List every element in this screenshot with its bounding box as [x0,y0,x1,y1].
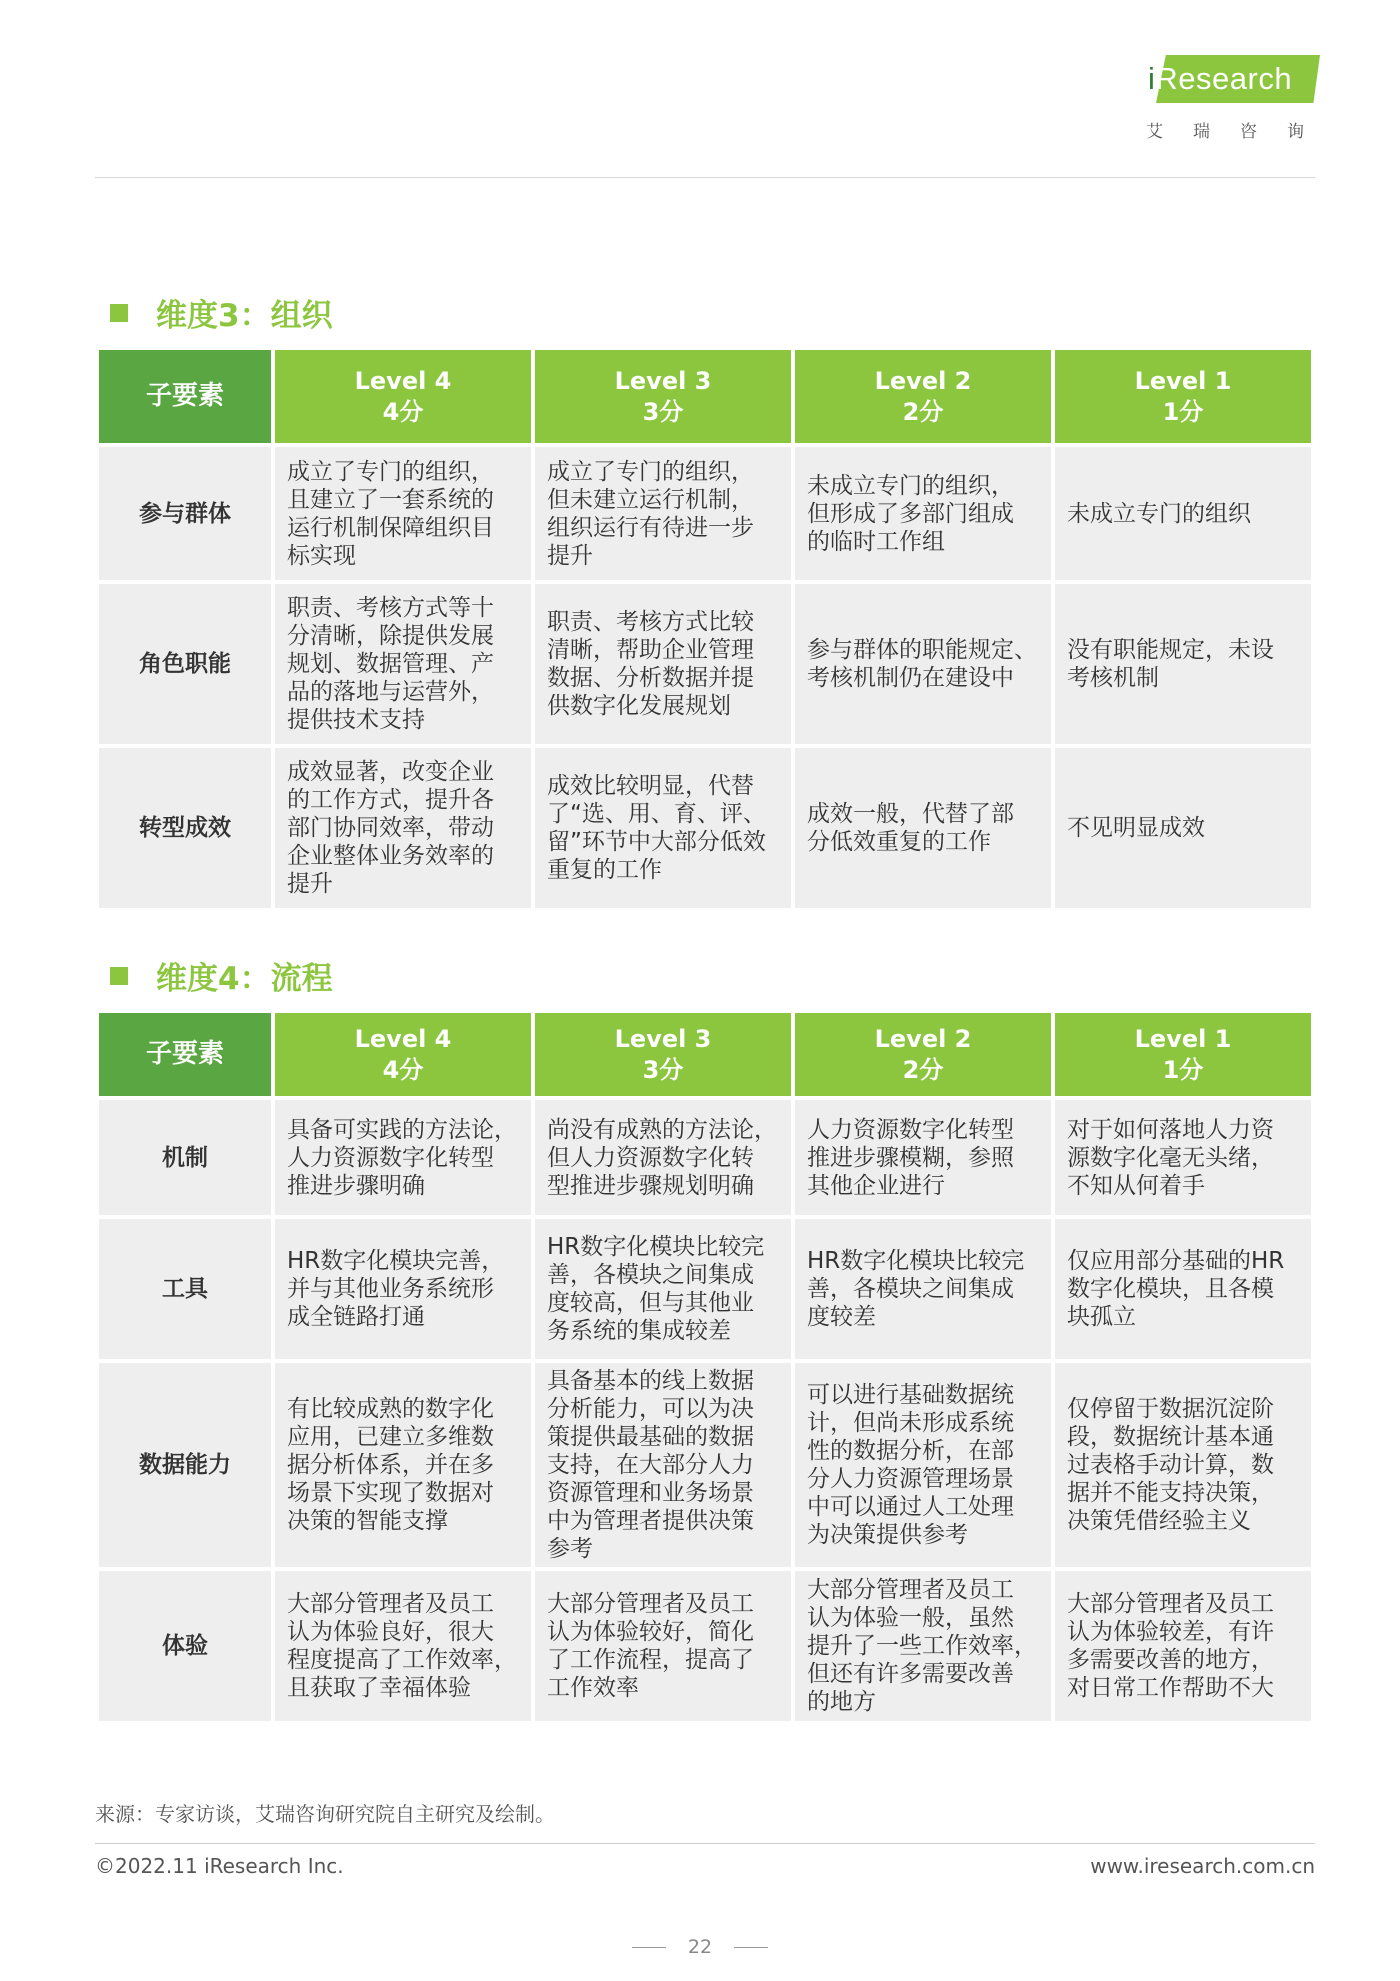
row-header: 转型成效 [99,748,271,908]
cell-text-line: 规划、数据管理、产 [287,651,494,677]
cell-text-line: 企业整体业务效率的 [287,843,494,869]
cell-text-line: 善，各模块之间集成 [807,1276,1014,1302]
row-header: 工具 [99,1219,271,1359]
table-cell [795,1363,1051,1567]
cell-text-line: 对日常工作帮助不大 [1067,1675,1274,1701]
header-label: Level 4 [354,366,452,395]
header-label: Level 4 [354,1024,452,1053]
cell-text-line: 资源管理和业务场景 [547,1480,754,1506]
square-bullet-icon [110,967,128,985]
table-cell [275,748,531,908]
cell-text-line: 其他企业进行 [807,1172,945,1199]
table-cell [275,1219,531,1359]
cell-text-line: 不知从何着手 [1067,1172,1205,1199]
cell-text-line: 提升了一些工作效率， [807,1633,1037,1659]
footer-divider [95,1843,1315,1844]
header-label: Level 1 [1134,1024,1232,1053]
header-score: 2分 [902,1055,944,1084]
cell-text-line: 据分析体系，并在多 [287,1452,494,1478]
cell-text-line: 对于如何落地人力资 [1067,1116,1274,1143]
table-cell [535,1571,791,1721]
table-row [99,1363,1311,1567]
cell-text-line: 的临时工作组 [807,528,945,555]
cell-text-line: 有比较成熟的数字化 [287,1396,494,1422]
column-header-level [795,1013,1051,1096]
cell-text-line: 组织运行有待进一步 [547,514,754,541]
cell-text-line: 分析能力，可以为决 [547,1396,754,1422]
cell-text-line: 未成立专门的组织， [807,472,1014,499]
table-cell [275,584,531,744]
cell-text-line: 策提供最基础的数据 [547,1424,754,1450]
cell-text-line: 大部分管理者及员工 [547,1591,754,1617]
section-title-text: 维度4：流程 [156,961,333,997]
cell-text-line: 人力资源数字化转型 [807,1116,1014,1143]
cell-text-line: 人力资源数字化转型 [287,1144,494,1171]
cell-text-line: 过表格手动计算，数 [1067,1452,1274,1478]
table-dimension-3 [95,346,1315,912]
header-label: 子要素 [145,1039,224,1069]
header-label: Level 2 [874,366,972,395]
column-header-level [1055,1013,1311,1096]
cell-text-line: 推进步骤明确 [287,1172,425,1199]
header-score: 3分 [642,1055,684,1084]
cell-text-line: 可以进行基础数据统 [807,1382,1014,1408]
cell-text-line: HR数字化模块比较完 [807,1248,1025,1274]
logo-wordmark [1148,61,1292,97]
cell-text-line: 分低效重复的工作 [807,829,991,855]
table-cell [1055,447,1311,580]
cell-text-line: 为决策提供参考 [807,1522,968,1548]
source-note: 来源：专家访谈，艾瑞咨询研究院自主研究及绘制。 [95,1802,555,1826]
header-divider [95,177,1315,178]
table-cell [795,1571,1051,1721]
table-row [99,1100,1311,1215]
cell-text-line: 但形成了多部门组成 [807,500,1014,527]
cell-text-line: 善，各模块之间集成 [547,1262,754,1288]
column-header-subelement [99,350,271,443]
header-label: 子要素 [145,381,224,411]
column-header-level [535,350,791,443]
cell-text-line: 考核机制仍在建设中 [807,665,1014,691]
cell-text-line: 成效一般，代替了部 [807,801,1014,827]
cell-text-line: 仅停留于数据沉淀阶 [1067,1396,1274,1422]
table-cell [1055,1363,1311,1567]
cell-text-line: 没有职能规定，未设 [1067,637,1274,663]
cell-text-line: 成全链路打通 [287,1304,425,1330]
header-label: Level 1 [1134,366,1232,395]
cell-text-line: 参与群体的职能规定、 [807,637,1037,663]
cell-text-line: 数据、分析数据并提 [547,665,754,691]
cell-text-line: 具备可实践的方法论， [287,1116,517,1143]
cell-text-line: 分清晰，除提供发展 [287,623,494,649]
cell-text-line: 分人力资源管理场景 [807,1466,1014,1492]
table-cell [795,584,1051,744]
cell-text-line: 提升 [547,542,593,569]
table-cell [275,447,531,580]
cell-text-line: 留”环节中大部分低效 [547,829,766,855]
cell-text-line: 但未建立运行机制， [547,486,754,513]
cell-text-line: 推进步骤模糊，参照 [807,1144,1014,1171]
page-number-text: 22 [687,1936,713,1958]
cell-text-line: 重复的工作 [547,857,662,883]
cell-text-line: 仅应用部分基础的HR [1067,1248,1285,1274]
header-score: 1分 [1162,1055,1204,1084]
cell-text-line: 多需要改善的地方， [1067,1647,1274,1673]
cell-text-line: 性的数据分析，在部 [807,1438,1014,1464]
table-row [99,748,1311,908]
column-header-level [275,1013,531,1096]
column-header-level [795,350,1051,443]
row-header: 体验 [99,1571,271,1721]
page-dash-left [632,1947,666,1948]
cell-text-line: 不见明显成效 [1067,815,1205,841]
cell-text-line: 部门协同效率，带动 [287,815,494,841]
cell-text-line: 成效显著，改变企业 [287,759,494,785]
row-header: 数据能力 [99,1363,271,1567]
cell-text-line: 成立了专门的组织， [547,458,754,485]
column-header-level [275,350,531,443]
table-row [99,447,1311,580]
cell-text-line: 具备基本的线上数据 [547,1368,754,1394]
cell-text-line: 工作效率 [547,1675,639,1701]
cell-text-line: 标实现 [287,542,356,569]
header-score: 4分 [382,397,424,426]
cell-text-line: 场景下实现了数据对 [287,1480,494,1506]
cell-text-line: 且获取了幸福体验 [287,1675,471,1701]
logo-research: Research [1155,61,1293,96]
cell-text-line: 据并不能支持决策， [1067,1480,1274,1506]
table-row [99,1571,1311,1721]
cell-text-line: 职责、考核方式比较 [547,609,754,635]
cell-text-line: 供数字化发展规划 [547,693,731,719]
header-score: 1分 [1162,397,1204,426]
cell-text-line: 决策凭借经验主义 [1067,1508,1251,1534]
table-cell [535,1363,791,1567]
cell-text-line: 务系统的集成较差 [547,1318,731,1344]
header-score: 2分 [902,397,944,426]
section-title-text: 维度3：组织 [156,298,333,334]
cell-text-line: 职责、考核方式等十 [287,595,494,621]
cell-text-line: 大部分管理者及员工 [1067,1591,1274,1617]
table-cell [275,1363,531,1567]
table-cell [535,447,791,580]
cell-text-line: 中可以通过人工处理 [807,1494,1014,1520]
cell-text-line: 但还有许多需要改善 [807,1661,1014,1687]
cell-text-line: 型推进步骤规划明确 [547,1172,754,1199]
table-row [99,584,1311,744]
column-header-subelement [99,1013,271,1096]
cell-text-line: 清晰，帮助企业管理 [547,637,754,663]
cell-text-line: 提供技术支持 [287,707,425,733]
cell-text-line: HR数字化模块比较完 [547,1234,765,1260]
cell-text-line: HR数字化模块完善， [287,1248,505,1274]
cell-text-line: 中为管理者提供决策 [547,1508,754,1534]
header-score: 3分 [642,397,684,426]
cell-text-line: 大部分管理者及员工 [807,1577,1014,1603]
cell-text-line: 了工作流程，提高了 [547,1647,754,1673]
row-header: 机制 [99,1100,271,1215]
table-cell [1055,1219,1311,1359]
table-cell [535,1219,791,1359]
cell-text-line: 提升 [287,871,333,897]
cell-text-line: 并与其他业务系统形 [287,1276,494,1302]
cell-text-line: 认为体验较差，有许 [1067,1619,1274,1645]
cell-text-line: 程度提高了工作效率， [287,1647,517,1673]
cell-text-line: 决策的智能支撑 [287,1508,448,1534]
cell-text-line: 但人力资源数字化转 [547,1144,754,1171]
cell-text-line: 认为体验一般，虽然 [807,1605,1014,1631]
cell-text-line: 源数字化毫无头绪， [1067,1144,1274,1171]
cell-text-line: 度较差 [807,1304,876,1330]
cell-text-line: 考核机制 [1067,665,1159,691]
square-bullet-icon [110,304,128,322]
header-label: Level 3 [614,366,712,395]
cell-text-line: 且建立了一套系统的 [287,486,494,513]
table-cell [1055,1571,1311,1721]
table-dimension-4 [95,1009,1315,1725]
cell-text-line: 成立了专门的组织， [287,458,494,485]
table-cell [795,1100,1051,1215]
table-cell [1055,1100,1311,1215]
cell-text-line: 未成立专门的组织 [1067,500,1251,527]
section-title-dim4 [110,953,333,998]
table-cell [1055,748,1311,908]
cell-text-line: 度较高，但与其他业 [547,1290,754,1316]
logo-i: i [1148,61,1156,96]
logo-chinese-name: 艾瑞咨询 [1146,122,1334,142]
table-cell [535,1100,791,1215]
table-cell [795,748,1051,908]
page-dash-right [734,1947,768,1948]
header-label: Level 3 [614,1024,712,1053]
header-score: 4分 [382,1055,424,1084]
cell-text-line: 成效比较明显，代替 [547,773,754,799]
row-header: 参与群体 [99,447,271,580]
column-header-level [535,1013,791,1096]
cell-text-line: 认为体验良好，很大 [287,1619,494,1645]
cell-text-line: 的工作方式，提升各 [287,787,494,813]
table-row [99,1219,1311,1359]
website-url: www.iresearch.com.cn [1090,1854,1315,1878]
table-cell [535,584,791,744]
table-cell [1055,584,1311,744]
cell-text-line: 块孤立 [1067,1304,1136,1330]
header-label: Level 2 [874,1024,972,1053]
table-cell [275,1571,531,1721]
cell-text-line: 品的落地与运营外， [287,679,494,705]
column-header-level [1055,350,1311,443]
cell-text-line: 运行机制保障组织目 [287,514,494,541]
cell-text-line: 参考 [547,1536,593,1562]
cell-text-line: 了“选、用、育、评、 [547,801,766,827]
cell-text-line: 认为体验较好，简化 [547,1619,754,1645]
page-number [620,1936,780,1958]
cell-text-line: 尚没有成熟的方法论， [547,1116,777,1143]
row-header: 角色职能 [99,584,271,744]
copyright: ©2022.11 iResearch Inc. [95,1854,344,1878]
table-cell [275,1100,531,1215]
cell-text-line: 数字化模块，且各模 [1067,1276,1274,1302]
cell-text-line: 计，但尚未形成系统 [807,1410,1014,1436]
table-cell [795,1219,1051,1359]
cell-text-line: 支持，在大部分人力 [547,1452,754,1478]
cell-text-line: 大部分管理者及员工 [287,1591,494,1617]
table-cell [795,447,1051,580]
cell-text-line: 段，数据统计基本通 [1067,1424,1274,1450]
cell-text-line: 的地方 [807,1689,876,1715]
cell-text-line: 应用，已建立多维数 [287,1424,494,1450]
iresearch-logo [1140,55,1334,142]
table-cell [535,748,791,908]
section-title-dim3 [110,290,333,335]
